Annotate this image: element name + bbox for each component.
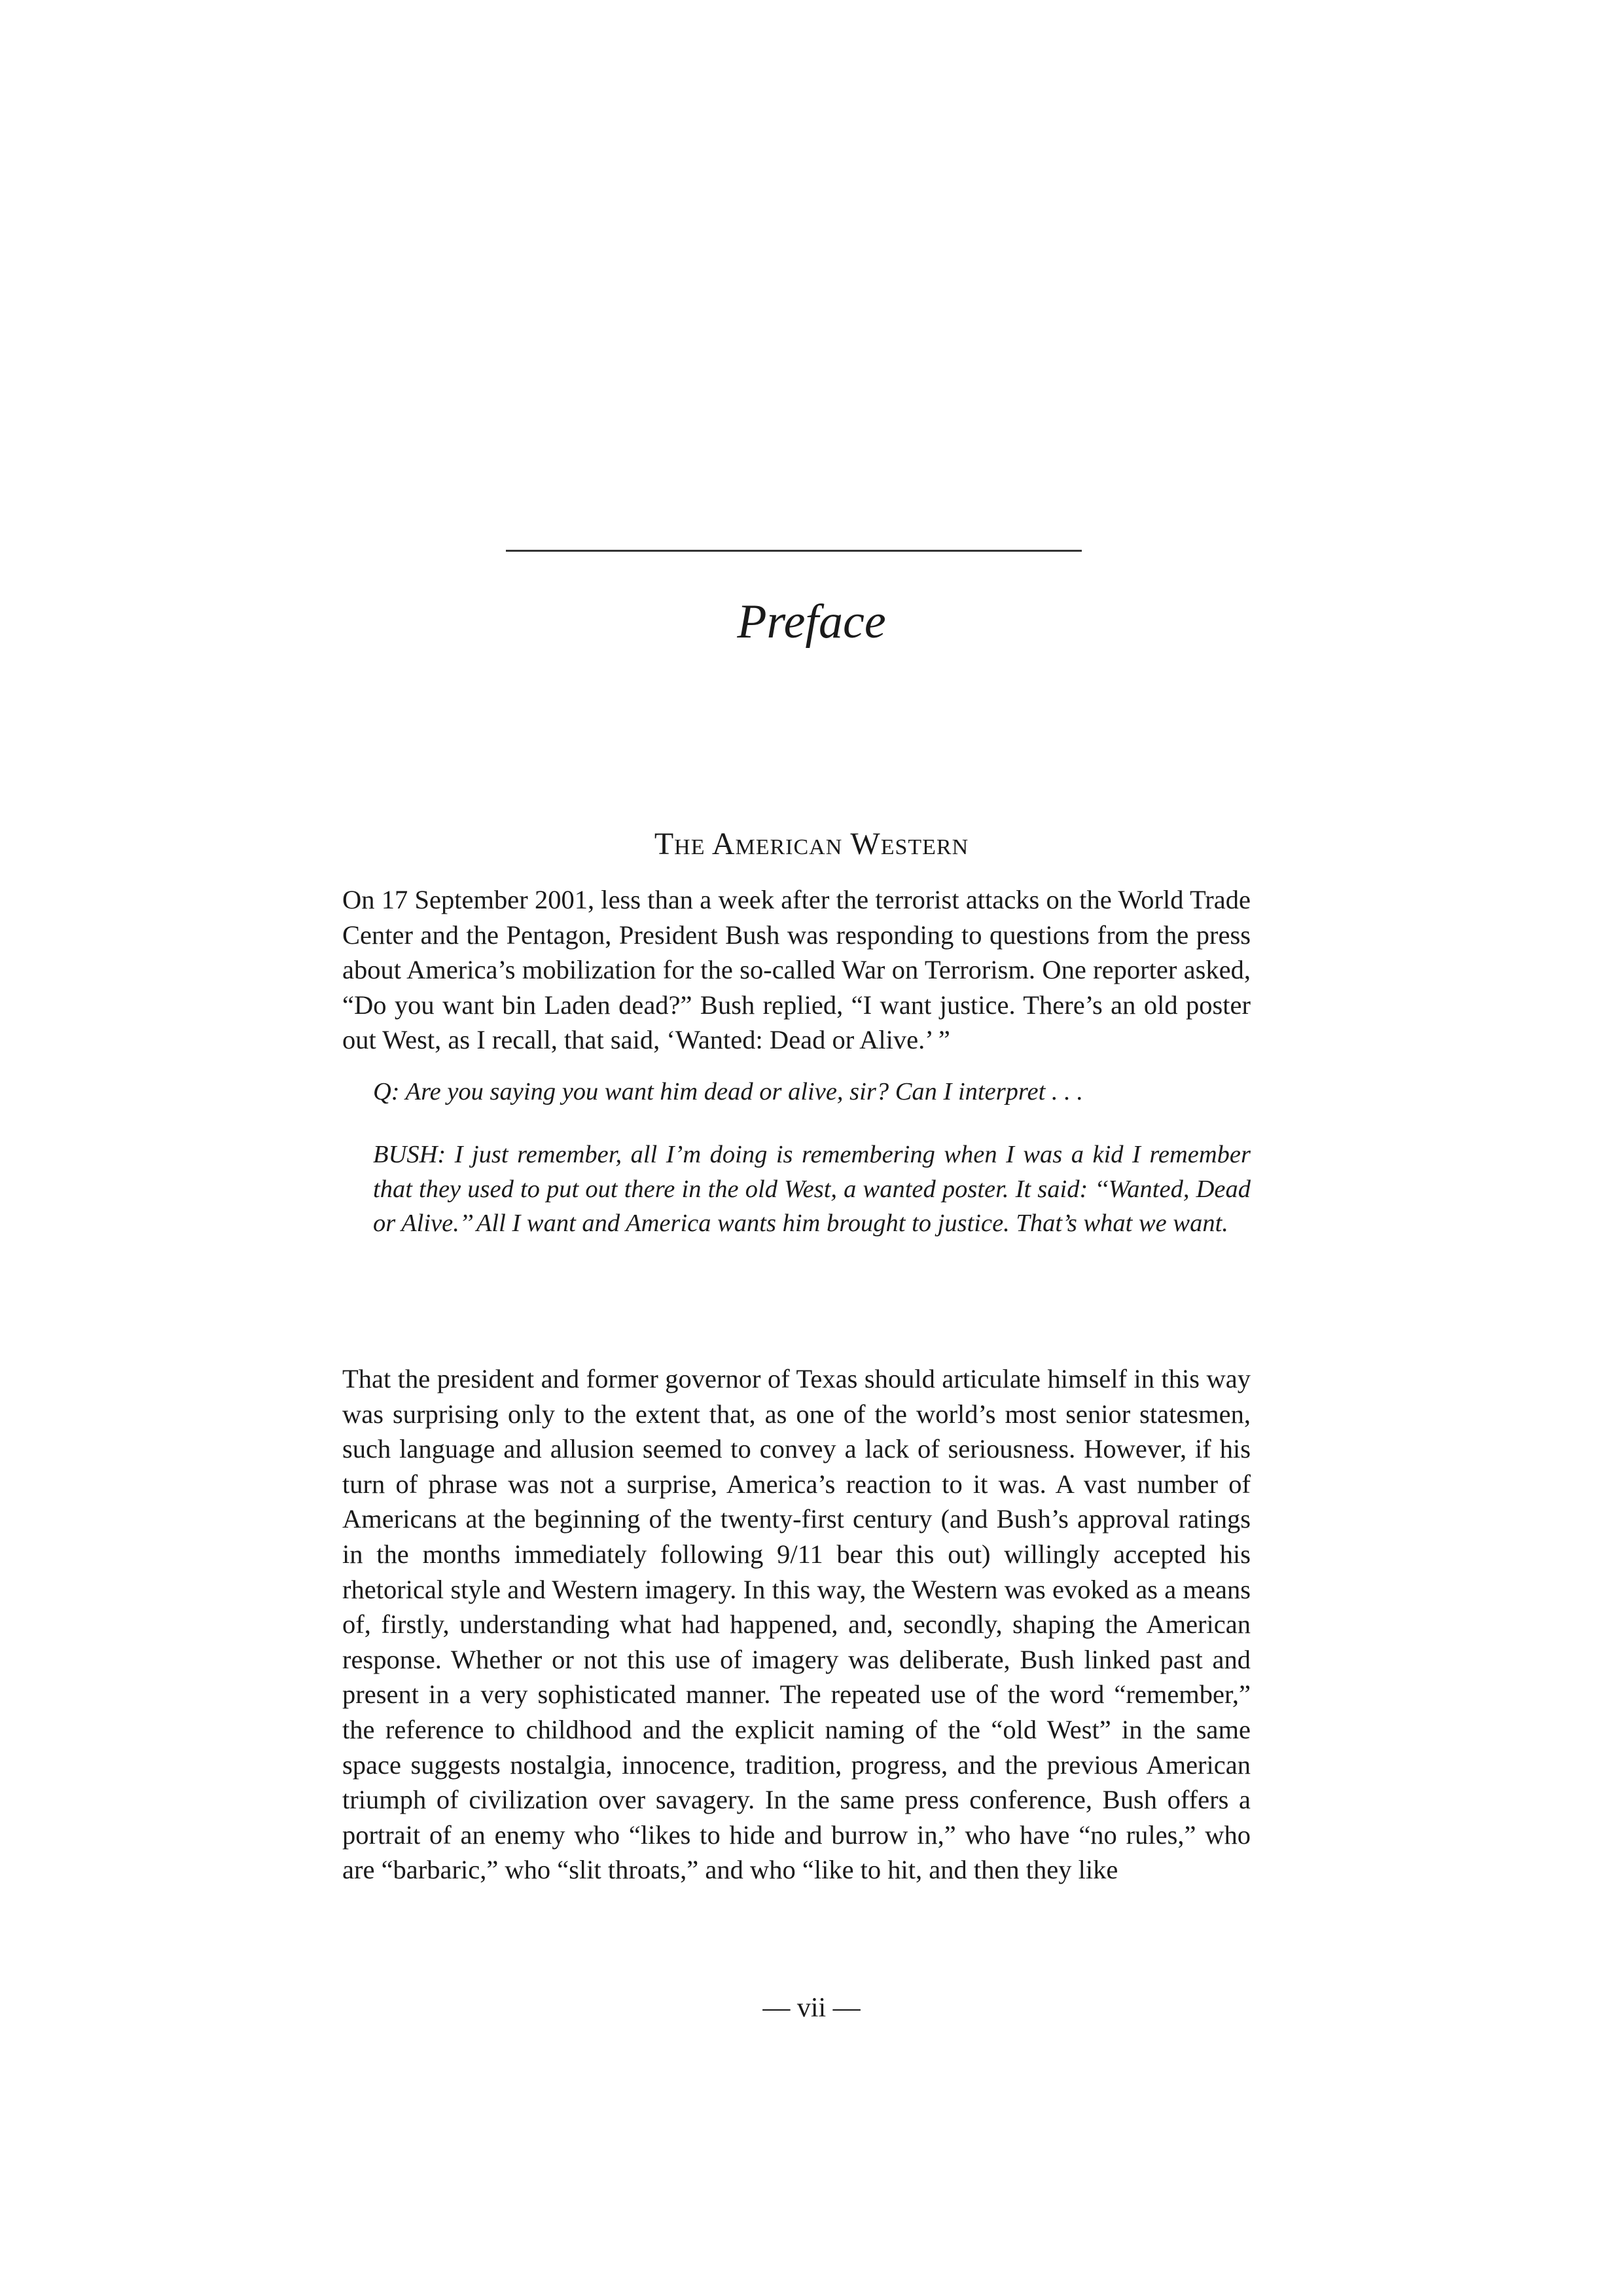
title-rule [506,550,1082,552]
body-paragraph-2: That the president and former governor of Texas should articulate himself in this way was surprising only to the extent that, as one of the world’s most senior statesmen, such language and allusion seemed to convey a lack of seriousness. However, if his turn of phrase was not a surprise, America’s reaction to it was. A vast number of Americans at the beginning of the twenty-first century (and Bush’s approval ratings in the months immediately following 9/11 bear this out) willingly accepted his rhetorical style and Western imagery. In this way, the Western was evoked as a means of, firstly, understanding what had happened, and, secondly, shaping the American response. Whether or not this use of imagery was deliberate, Bush linked past and present in a very sophisticated manner. The repeated use of the word “remember,” the reference to childhood and the explicit naming of the “old West” in the same space suggests nostalgia, innocence, tradition, progress, and the previous American triumph of civilization over savagery. In the same press conference, Bush offers a portrait of an enemy who “likes to hide and burrow in,” who have “no rules,” who are “barbaric,” who “slit throats,” and who “like to hit, and then they like [342,1364,1251,1885]
block-quote-answer: BUSH: I just remember, all I’m doing is remembering when I was a kid I remember that they used to put out there in the old West, a wanted poster. It said: ‘‘Wanted, Dead or Alive.’’ All I want and America wants him brought to justice. That’s what we want. [373,1141,1251,1238]
page-number: — vii — [762,1993,861,2023]
section-heading: The American Western [654,827,969,861]
block-quote-question: Q: Are you saying you want him dead or alive, sir? Can I interpret . . . [373,1078,1084,1105]
body-paragraph-1: On 17 September 2001, less than a week after the terrorist attacks on the World Trade Center and the Pentagon, President Bush was responding to questions from the press about America’s mobilization for the so-called War on Terrorism. One reporter asked, “Do you want bin Laden dead?” Bush replied, “I want justice. There’s an old poster out West, as I recall, that said, ‘Wanted: Dead or Alive.’ ” [342,885,1251,1055]
page-title: Preface [737,595,886,649]
